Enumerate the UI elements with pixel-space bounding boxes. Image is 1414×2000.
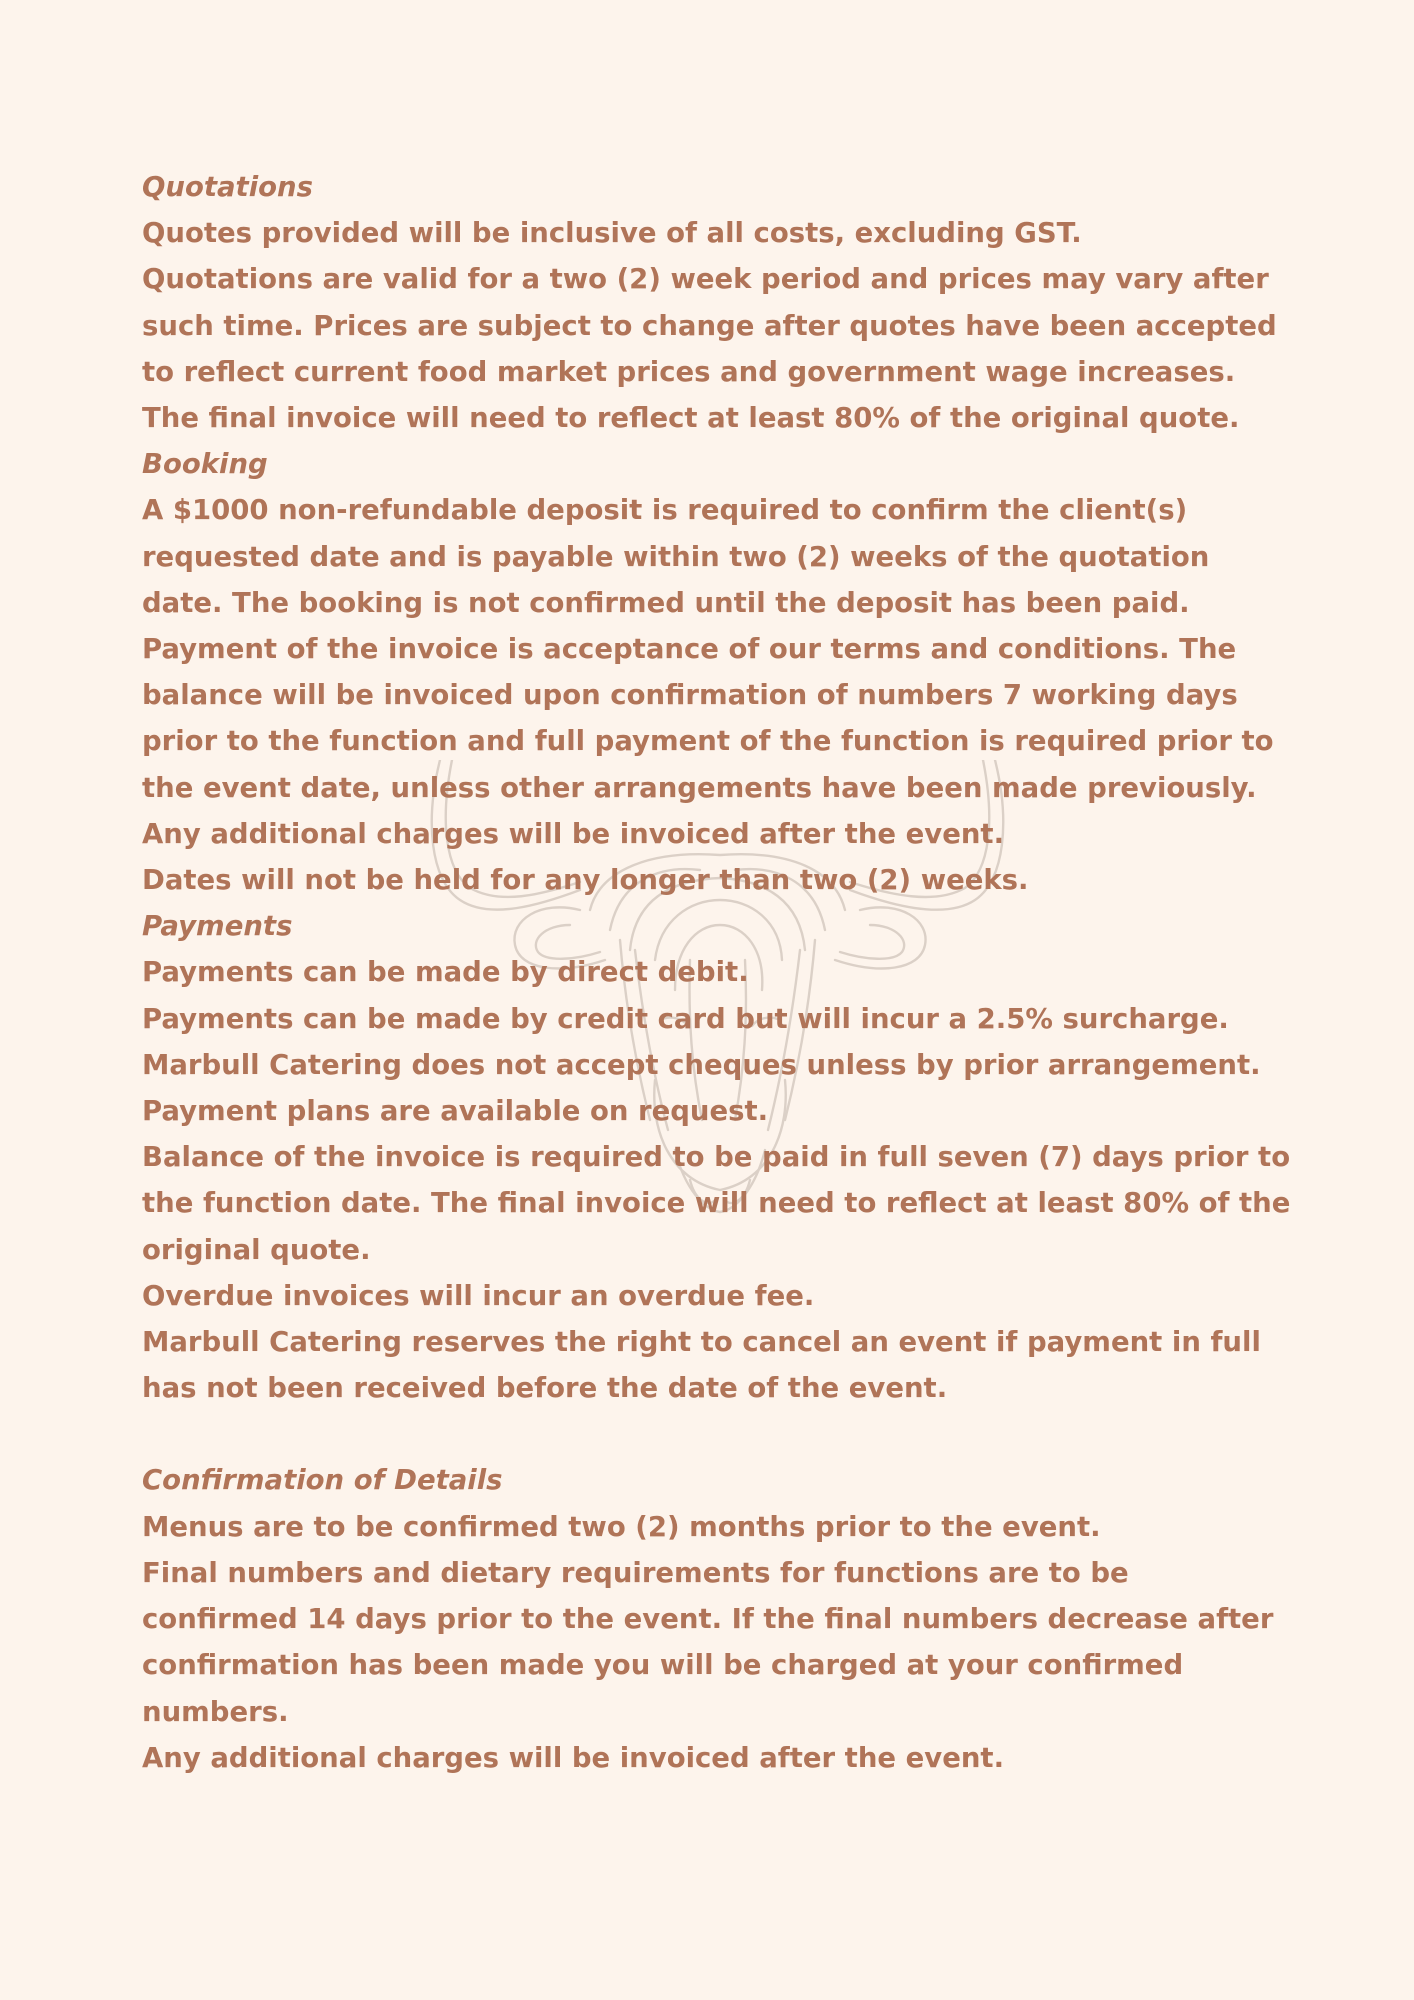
section-heading: Payments: [142, 910, 293, 943]
paragraph: A $1000 non-refundable deposit is required to confirm the client(s) requested date and is payable within two (2) weeks of the quotation date. The booking is not confirmed until the deposit has been paid. Payment of the invoice is acceptance of our terms and conditions. The balance will be invoiced upon confirmation of numbers 7 working days prior to the function and full payment of the function is required prior to the event date, unless other arrangements have been made previously. Any additional charges will be invoiced after the event.: [142, 494, 1274, 850]
paragraph: Marbull Catering reserves the right to cancel an event if payment in full has not been received before the date of the event.: [142, 1326, 1261, 1405]
paragraph: Payments can be made by credit card but will incur a 2.5% surcharge.: [142, 1002, 1229, 1035]
paragraph: Quotes provided will be inclusive of all costs, excluding GST.: [142, 217, 1082, 250]
paragraph: Any additional charges will be invoiced after the event.: [142, 1741, 1005, 1774]
section-heading: Confirmation of Details: [142, 1464, 503, 1497]
terms-document: [142, 164, 1292, 1781]
section-spacer: [142, 1411, 1292, 1457]
section-booking: [142, 441, 1292, 903]
paragraph: Dates will not be held for any longer than two (2) weeks.: [142, 864, 1029, 897]
section-payments: [142, 903, 1292, 1411]
paragraph: Balance of the invoice is required to be paid in full seven (7) days prior to the function date. The final invoice will need to reflect at least 80% of the original quote.: [142, 1141, 1291, 1266]
paragraph: Menus are to be confirmed two (2) months prior to the event.: [142, 1510, 1101, 1543]
section-heading: Quotations: [142, 171, 313, 203]
paragraph: Overdue invoices will incur an overdue fee.: [142, 1279, 815, 1312]
paragraph: Payment plans are available on request.: [142, 1095, 769, 1128]
section-confirmation-of-details: [142, 1457, 1292, 1780]
paragraph: Quotations are valid for a two (2) week period and prices may vary after such time. Prices are subject to change after quotes have been accepted to reflect current food market prices and government wage increases. The final invoice will need to reflect at least 80% of the original quote.: [142, 263, 1277, 435]
section-heading: Booking: [142, 448, 268, 481]
section-quotations: [142, 164, 1292, 441]
paragraph: Marbull Catering does not accept cheques unless by prior arrangement.: [142, 1048, 1261, 1081]
paragraph: Payments can be made by direct debit.: [142, 956, 749, 989]
paragraph: Final numbers and dietary requirements for functions are to be confirmed 14 days prior to the event. If the final numbers decrease after confirmation has been made you will be charged at your confirmed numbers.: [142, 1556, 1274, 1728]
